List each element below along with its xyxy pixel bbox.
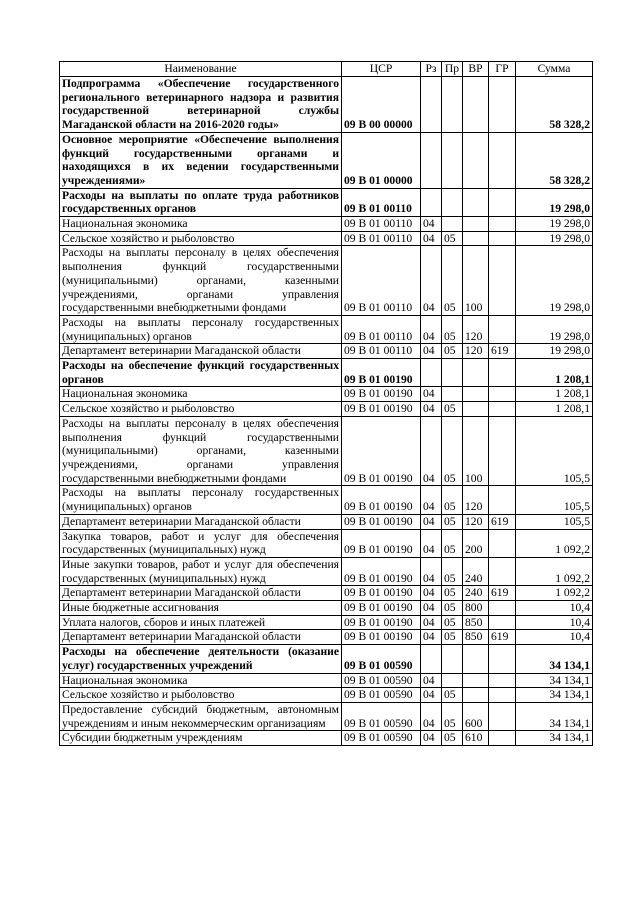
row-pr [442, 132, 463, 188]
row-sum: 1 208,1 [516, 359, 593, 387]
row-pr: 05 [442, 402, 463, 417]
row-pr: 05 [442, 702, 463, 730]
row-rz: 04 [421, 601, 442, 616]
row-csr: 09 В 01 00110 [342, 344, 421, 359]
row-gr [489, 702, 516, 730]
header-pr: Пр [442, 62, 463, 77]
row-pr: 05 [442, 529, 463, 557]
row-pr: 05 [442, 688, 463, 703]
row-sum: 105,5 [516, 416, 593, 486]
row-vr: 240 [463, 586, 489, 601]
row-vr: 100 [463, 416, 489, 486]
table-row [60, 231, 593, 246]
row-vr: 100 [463, 246, 489, 316]
table-row [60, 359, 593, 387]
row-vr: 800 [463, 601, 489, 616]
row-sum: 34 134,1 [516, 702, 593, 730]
row-csr: 09 В 01 00190 [342, 557, 421, 585]
row-vr [463, 231, 489, 246]
row-name: Национальная экономика [60, 387, 342, 402]
table-row [60, 486, 593, 514]
table-row [60, 688, 593, 703]
row-rz: 04 [421, 529, 442, 557]
row-rz: 04 [421, 688, 442, 703]
row-vr [463, 387, 489, 402]
row-name: Расходы на обеспечение функций государственных органов [60, 359, 342, 387]
row-vr: 120 [463, 514, 489, 529]
row-sum: 1 092,2 [516, 586, 593, 601]
row-rz [421, 188, 442, 216]
row-csr: 09 В 01 00190 [342, 514, 421, 529]
row-name: Национальная экономика [60, 673, 342, 688]
row-gr [489, 615, 516, 630]
table-row [60, 246, 593, 316]
row-rz: 04 [421, 586, 442, 601]
table-row [60, 586, 593, 601]
row-name: Подпрограмма «Обеспечение государственного регионального ветеринарного надзора и развития государственной ветеринарной службы Магаданской области на 2016-2020 годы» [60, 77, 342, 133]
row-csr: 09 В 01 00590 [342, 688, 421, 703]
row-csr: 09 В 01 00190 [342, 359, 421, 387]
row-vr [463, 402, 489, 417]
table-row [60, 645, 593, 673]
row-pr: 05 [442, 586, 463, 601]
row-vr [463, 673, 489, 688]
row-pr: 05 [442, 731, 463, 746]
row-name: Субсидии бюджетным учреждениям [60, 731, 342, 746]
row-csr: 09 В 01 00190 [342, 486, 421, 514]
row-sum: 19 298,0 [516, 315, 593, 343]
row-name: Департамент ветеринарии Магаданской области [60, 586, 342, 601]
row-vr: 850 [463, 630, 489, 645]
row-sum: 1 208,1 [516, 387, 593, 402]
row-pr [442, 387, 463, 402]
row-vr: 120 [463, 486, 489, 514]
row-rz: 04 [421, 514, 442, 529]
row-gr [489, 402, 516, 417]
row-sum: 58 328,2 [516, 77, 593, 133]
table-row [60, 77, 593, 133]
row-sum: 58 328,2 [516, 132, 593, 188]
row-name: Сельское хозяйство и рыболовство [60, 688, 342, 703]
row-rz [421, 645, 442, 673]
row-csr: 09 В 01 00590 [342, 702, 421, 730]
table-row [60, 529, 593, 557]
row-sum: 34 134,1 [516, 688, 593, 703]
row-pr: 05 [442, 630, 463, 645]
row-sum: 1 092,2 [516, 557, 593, 585]
row-name: Расходы на выплаты персоналу государственных (муниципальных) органов [60, 486, 342, 514]
row-pr: 05 [442, 344, 463, 359]
row-name: Основное мероприятие «Обеспечение выполнения функций государственными органами и находящихся в их ведении государственными учреждениями» [60, 132, 342, 188]
row-rz [421, 359, 442, 387]
row-gr [489, 673, 516, 688]
row-sum: 1 092,2 [516, 529, 593, 557]
row-vr: 120 [463, 344, 489, 359]
table-row [60, 315, 593, 343]
row-rz: 04 [421, 231, 442, 246]
row-vr [463, 359, 489, 387]
row-gr [489, 132, 516, 188]
row-sum: 34 134,1 [516, 645, 593, 673]
row-pr: 05 [442, 315, 463, 343]
row-name: Департамент ветеринарии Магаданской области [60, 514, 342, 529]
row-sum: 10,4 [516, 615, 593, 630]
row-vr [463, 688, 489, 703]
row-gr: 619 [489, 630, 516, 645]
row-csr: 09 В 01 00190 [342, 416, 421, 486]
table-row [60, 514, 593, 529]
row-gr [489, 645, 516, 673]
row-rz: 04 [421, 630, 442, 645]
row-name: Иные закупки товаров, работ и услуг для обеспечения государственных (муниципальных) нужд [60, 557, 342, 585]
row-gr [489, 77, 516, 133]
row-csr: 09 В 01 00110 [342, 246, 421, 316]
row-csr: 09 В 01 00110 [342, 188, 421, 216]
header-sum: Сумма [516, 62, 593, 77]
row-name: Расходы на выплаты персоналу в целях обеспечения выполнения функций государственными (муниципальными) органами, казенными учреждениями, органами управления государственными внебюджетными фондами [60, 246, 342, 316]
row-sum: 19 298,0 [516, 246, 593, 316]
row-csr: 09 В 01 00190 [342, 615, 421, 630]
header-csr: ЦСР [342, 62, 421, 77]
row-name: Сельское хозяйство и рыболовство [60, 231, 342, 246]
row-csr: 09 В 01 00590 [342, 645, 421, 673]
row-gr [489, 359, 516, 387]
row-name: Уплата налогов, сборов и иных платежей [60, 615, 342, 630]
row-rz: 04 [421, 702, 442, 730]
row-name: Департамент ветеринарии Магаданской области [60, 630, 342, 645]
row-vr: 600 [463, 702, 489, 730]
row-gr [489, 416, 516, 486]
row-rz: 04 [421, 416, 442, 486]
row-rz: 04 [421, 246, 442, 316]
row-pr: 05 [442, 615, 463, 630]
row-rz: 04 [421, 557, 442, 585]
row-gr [489, 246, 516, 316]
table-row [60, 387, 593, 402]
row-pr [442, 188, 463, 216]
row-gr [489, 601, 516, 616]
row-rz: 04 [421, 673, 442, 688]
row-sum: 105,5 [516, 486, 593, 514]
row-vr: 120 [463, 315, 489, 343]
row-name: Предоставление субсидий бюджетным, автономным учреждениям и иным некоммерческим организациям [60, 702, 342, 730]
row-vr [463, 188, 489, 216]
row-name: Иные бюджетные ассигнования [60, 601, 342, 616]
row-sum: 10,4 [516, 601, 593, 616]
row-gr: 619 [489, 514, 516, 529]
row-pr [442, 77, 463, 133]
row-pr: 05 [442, 231, 463, 246]
row-vr [463, 77, 489, 133]
row-gr [489, 315, 516, 343]
row-gr [489, 387, 516, 402]
row-csr: 09 В 01 00590 [342, 731, 421, 746]
row-gr [489, 231, 516, 246]
row-gr [489, 217, 516, 232]
row-vr: 240 [463, 557, 489, 585]
row-vr: 200 [463, 529, 489, 557]
table-row [60, 601, 593, 616]
row-csr: 09 В 01 00190 [342, 402, 421, 417]
row-sum: 34 134,1 [516, 731, 593, 746]
row-name: Расходы на обеспечение деятельности (оказание услуг) государственных учреждений [60, 645, 342, 673]
row-gr [489, 688, 516, 703]
header-rz: Рз [421, 62, 442, 77]
row-vr [463, 132, 489, 188]
row-pr: 05 [442, 416, 463, 486]
table-row [60, 615, 593, 630]
table-row [60, 630, 593, 645]
table-row [60, 731, 593, 746]
row-rz [421, 77, 442, 133]
row-pr [442, 645, 463, 673]
row-vr [463, 217, 489, 232]
row-gr [489, 557, 516, 585]
row-vr: 610 [463, 731, 489, 746]
row-rz: 04 [421, 387, 442, 402]
table-row [60, 188, 593, 216]
row-rz: 04 [421, 486, 442, 514]
row-name: Закупка товаров, работ и услуг для обеспечения государственных (муниципальных) нужд [60, 529, 342, 557]
row-rz: 04 [421, 731, 442, 746]
row-csr: 09 В 01 00190 [342, 586, 421, 601]
table-row [60, 217, 593, 232]
row-pr: 05 [442, 514, 463, 529]
row-csr: 09 В 01 00190 [342, 529, 421, 557]
header-vr: ВР [463, 62, 489, 77]
budget-table [59, 61, 593, 746]
header-row [60, 62, 593, 77]
row-pr: 05 [442, 486, 463, 514]
row-rz: 04 [421, 615, 442, 630]
row-gr [489, 486, 516, 514]
row-rz: 04 [421, 402, 442, 417]
row-vr [463, 645, 489, 673]
row-gr [489, 188, 516, 216]
row-sum: 19 298,0 [516, 231, 593, 246]
row-sum: 1 208,1 [516, 402, 593, 417]
row-csr: 09 В 00 00000 [342, 77, 421, 133]
row-rz: 04 [421, 344, 442, 359]
row-sum: 34 134,1 [516, 673, 593, 688]
row-csr: 09 В 01 00000 [342, 132, 421, 188]
row-csr: 09 В 01 00190 [342, 601, 421, 616]
row-name: Сельское хозяйство и рыболовство [60, 402, 342, 417]
table-row [60, 132, 593, 188]
row-rz: 04 [421, 315, 442, 343]
table-body [60, 77, 593, 746]
row-sum: 10,4 [516, 630, 593, 645]
row-name: Департамент ветеринарии Магаданской области [60, 344, 342, 359]
row-rz: 04 [421, 217, 442, 232]
table-row [60, 416, 593, 486]
row-csr: 09 В 01 00190 [342, 387, 421, 402]
header-gr: ГР [489, 62, 516, 77]
row-csr: 09 В 01 00110 [342, 315, 421, 343]
row-pr: 05 [442, 601, 463, 616]
row-name: Расходы на выплаты персоналу государственных (муниципальных) органов [60, 315, 342, 343]
row-sum: 19 298,0 [516, 217, 593, 232]
row-sum: 19 298,0 [516, 344, 593, 359]
row-pr: 05 [442, 246, 463, 316]
table-row [60, 402, 593, 417]
row-rz [421, 132, 442, 188]
row-gr [489, 529, 516, 557]
row-gr [489, 731, 516, 746]
row-pr [442, 217, 463, 232]
row-name: Национальная экономика [60, 217, 342, 232]
row-csr: 09 В 01 00190 [342, 630, 421, 645]
row-csr: 09 В 01 00590 [342, 673, 421, 688]
row-csr: 09 В 01 00110 [342, 231, 421, 246]
header-name: Наименование [60, 62, 342, 77]
row-pr [442, 359, 463, 387]
row-sum: 19 298,0 [516, 188, 593, 216]
row-name: Расходы на выплаты по оплате труда работников государственных органов [60, 188, 342, 216]
table-row [60, 702, 593, 730]
row-vr: 850 [463, 615, 489, 630]
row-gr: 619 [489, 344, 516, 359]
row-name: Расходы на выплаты персоналу в целях обеспечения выполнения функций государственными (муниципальными) органами, казенными учреждениями, органами управления государственными внебюджетными фондами [60, 416, 342, 486]
table-row [60, 344, 593, 359]
table-row [60, 557, 593, 585]
table-row [60, 673, 593, 688]
row-gr: 619 [489, 586, 516, 601]
row-pr [442, 673, 463, 688]
row-sum: 105,5 [516, 514, 593, 529]
row-pr: 05 [442, 557, 463, 585]
row-csr: 09 В 01 00110 [342, 217, 421, 232]
